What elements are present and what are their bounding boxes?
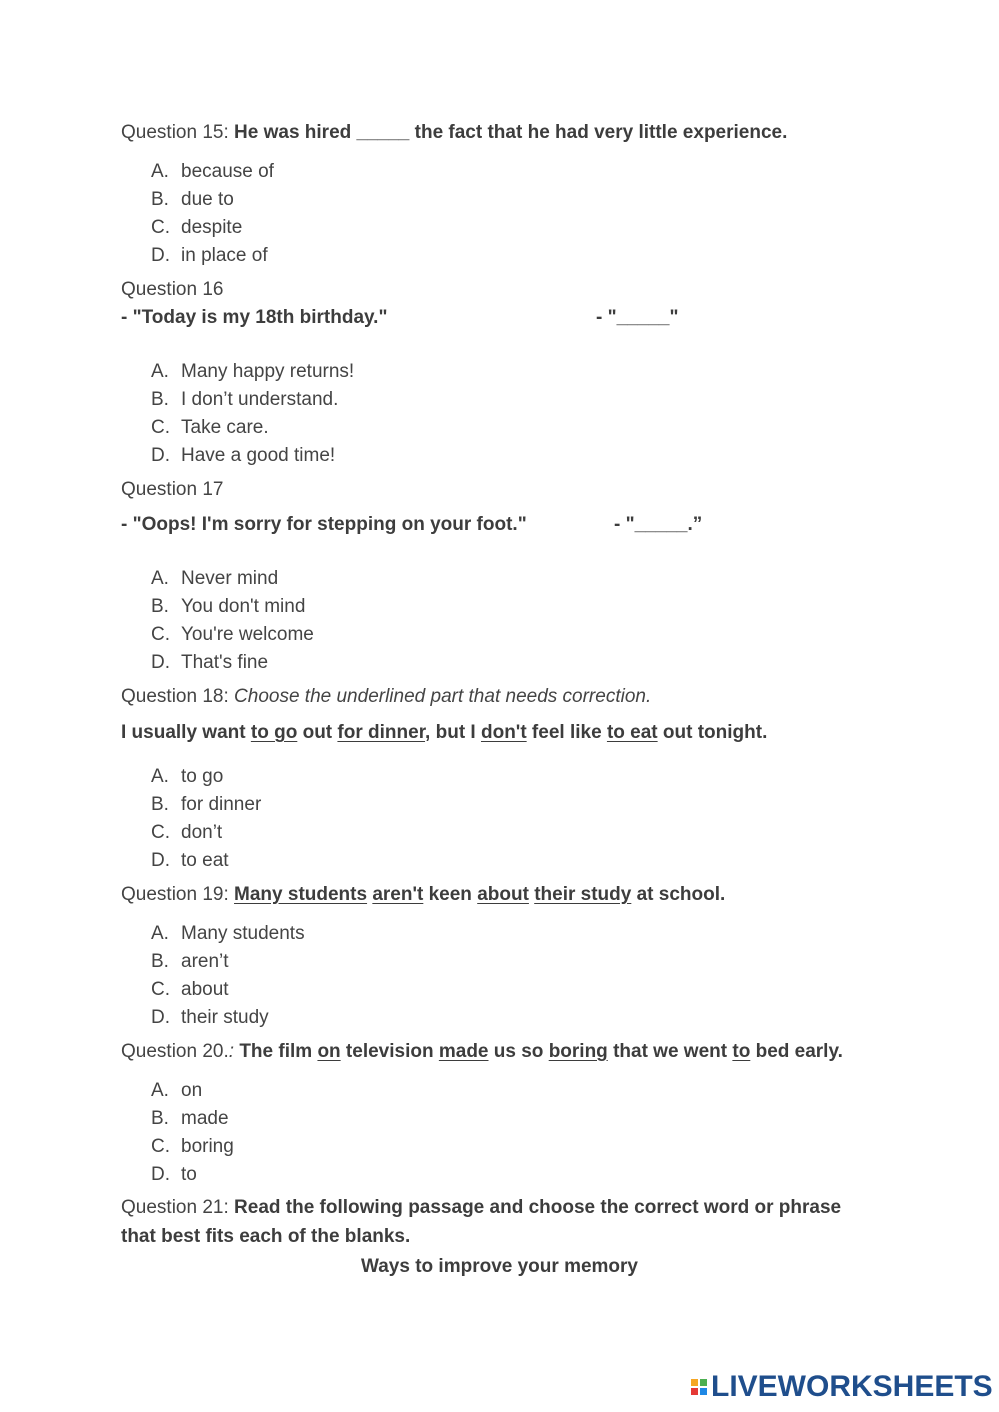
option-text: Many happy returns!: [181, 361, 355, 382]
question-label: Question 21:: [121, 1197, 235, 1218]
logo-text: LIVEWORKSHEETS: [711, 1370, 993, 1403]
q15-option-a[interactable]: [151, 160, 274, 184]
option-letter: A.: [151, 361, 169, 382]
q16-option-b[interactable]: [151, 388, 338, 412]
underlined-part-c: boring: [548, 1041, 608, 1062]
option-text: because of: [181, 161, 274, 182]
question-label: Question 15:: [121, 122, 235, 143]
sentence-text: feel like: [526, 722, 607, 743]
option-letter: C.: [151, 979, 170, 1000]
sentence-text: out tonight.: [657, 722, 768, 743]
question-15-stem: [121, 121, 787, 145]
option-letter: C.: [151, 822, 170, 843]
option-text: for dinner: [181, 794, 262, 815]
question-16-label: Question 16: [121, 279, 224, 300]
option-text: Never mind: [181, 568, 279, 589]
q15-option-b[interactable]: [151, 188, 234, 212]
question-17-label: Question 17: [121, 479, 224, 500]
option-text: despite: [181, 217, 243, 238]
q19-option-d[interactable]: [151, 1006, 269, 1030]
sentence-text: at school.: [631, 884, 726, 905]
liveworksheets-logo: [691, 1370, 993, 1404]
passage-title: Ways to improve your memory: [361, 1256, 638, 1277]
option-letter: B.: [151, 794, 169, 815]
option-letter: B.: [151, 951, 169, 972]
question-18-stem: [121, 685, 651, 709]
option-text: aren’t: [181, 951, 229, 972]
sentence-text: I usually want: [121, 722, 251, 743]
q18-option-b[interactable]: [151, 793, 261, 817]
q19-option-b[interactable]: [151, 950, 229, 974]
option-letter: C.: [151, 217, 170, 238]
option-letter: A.: [151, 766, 169, 787]
underlined-part-a: on: [317, 1041, 341, 1062]
q19-option-c[interactable]: [151, 978, 229, 1002]
option-letter: D.: [151, 1007, 170, 1028]
underlined-part-d: their study: [534, 884, 632, 905]
underlined-part-d: to: [732, 1041, 751, 1062]
option-letter: B.: [151, 189, 169, 210]
q17-option-c[interactable]: [151, 623, 314, 647]
sentence-text: keen: [423, 884, 478, 905]
q17-option-b[interactable]: [151, 595, 305, 619]
underlined-part-d: to eat: [606, 722, 658, 743]
q18-option-c[interactable]: [151, 821, 222, 845]
question-21-stem: [121, 1196, 841, 1220]
question-20-stem: [121, 1040, 843, 1064]
question-colon: :: [228, 1041, 240, 1062]
underlined-part-a: to go: [250, 722, 298, 743]
option-letter: C.: [151, 417, 170, 438]
question-text: Read the following passage and choose the correct word or phrase: [234, 1197, 842, 1218]
underlined-part-b: made: [438, 1041, 489, 1062]
option-letter: A.: [151, 1080, 169, 1101]
underlined-part-c: about: [477, 884, 529, 905]
option-letter: B.: [151, 389, 169, 410]
option-letter: A.: [151, 161, 169, 182]
question-21-stem-line2: that best fits each of the blanks.: [121, 1226, 411, 1247]
option-letter: D.: [151, 1164, 170, 1185]
q16-option-c[interactable]: [151, 416, 269, 440]
option-text: on: [181, 1080, 203, 1101]
q18-option-a[interactable]: [151, 765, 223, 789]
logo-square-blue: [700, 1388, 707, 1395]
q15-option-d[interactable]: [151, 244, 268, 268]
option-text: due to: [181, 189, 234, 210]
logo-square-red: [691, 1388, 698, 1395]
option-letter: A.: [151, 923, 169, 944]
sentence-text: , but I: [425, 722, 481, 743]
option-letter: C.: [151, 1136, 170, 1157]
question-text: He was hired _____ the fact that he had very little experience.: [234, 122, 788, 143]
option-letter: B.: [151, 596, 169, 617]
q19-option-a[interactable]: [151, 922, 305, 946]
option-text: Take care.: [181, 417, 269, 438]
option-text: boring: [181, 1136, 234, 1157]
sentence-text: that we went: [607, 1041, 733, 1062]
q20-option-a[interactable]: [151, 1079, 202, 1103]
option-text: to go: [181, 766, 224, 787]
question-18-sentence: [121, 721, 767, 745]
q17-option-a[interactable]: [151, 567, 278, 591]
q20-option-b[interactable]: [151, 1107, 229, 1131]
option-text: Many students: [181, 923, 305, 944]
option-text: don’t: [181, 822, 223, 843]
option-text: I don’t understand.: [181, 389, 339, 410]
q20-option-c[interactable]: [151, 1135, 234, 1159]
underlined-part-b: aren't: [372, 884, 424, 905]
question-label: Question 18:: [121, 686, 235, 707]
question-label: Question 20.: [121, 1041, 229, 1062]
option-letter: D.: [151, 245, 170, 266]
logo-icon: [691, 1379, 707, 1395]
question-instruction: Choose the underlined part that needs correction.: [234, 686, 652, 707]
sentence-text: out: [297, 722, 338, 743]
q18-option-d[interactable]: [151, 849, 229, 873]
question-19-stem: [121, 883, 725, 907]
q20-option-d[interactable]: [151, 1163, 197, 1187]
option-text: That's fine: [181, 652, 269, 673]
q17-option-d[interactable]: [151, 651, 268, 675]
question-label: Question 19:: [121, 884, 235, 905]
question-16-reply: - "_____": [596, 307, 679, 328]
underlined-part-a: Many students: [234, 884, 368, 905]
option-text: about: [181, 979, 229, 1000]
option-letter: A.: [151, 568, 169, 589]
underlined-part-b: for dinner: [337, 722, 426, 743]
option-text: made: [181, 1108, 229, 1129]
q16-option-a[interactable]: [151, 360, 354, 384]
option-letter: D.: [151, 850, 170, 871]
option-letter: D.: [151, 445, 170, 466]
sentence-text: The film: [239, 1041, 318, 1062]
q15-option-c[interactable]: [151, 216, 242, 240]
underlined-part-c: don't: [480, 722, 527, 743]
option-text: their study: [181, 1007, 269, 1028]
option-text: You're welcome: [181, 624, 314, 645]
option-text: in place of: [181, 245, 268, 266]
sentence-text: us so: [488, 1041, 549, 1062]
option-text: Have a good time!: [181, 445, 336, 466]
question-16-prompt: - "Today is my 18th birthday.": [121, 307, 388, 328]
logo-square-green: [700, 1379, 707, 1386]
sentence-text: bed early.: [750, 1041, 843, 1062]
question-17-reply: - "_____.”: [614, 514, 703, 535]
q16-option-d[interactable]: [151, 444, 335, 468]
option-text: to: [181, 1164, 197, 1185]
option-text: to eat: [181, 850, 229, 871]
option-letter: B.: [151, 1108, 169, 1129]
option-text: You don't mind: [181, 596, 306, 617]
logo-square-orange: [691, 1379, 698, 1386]
option-letter: C.: [151, 624, 170, 645]
question-17-prompt: - "Oops! I'm sorry for stepping on your foot.": [121, 514, 527, 535]
sentence-text: television: [340, 1041, 439, 1062]
option-letter: D.: [151, 652, 170, 673]
